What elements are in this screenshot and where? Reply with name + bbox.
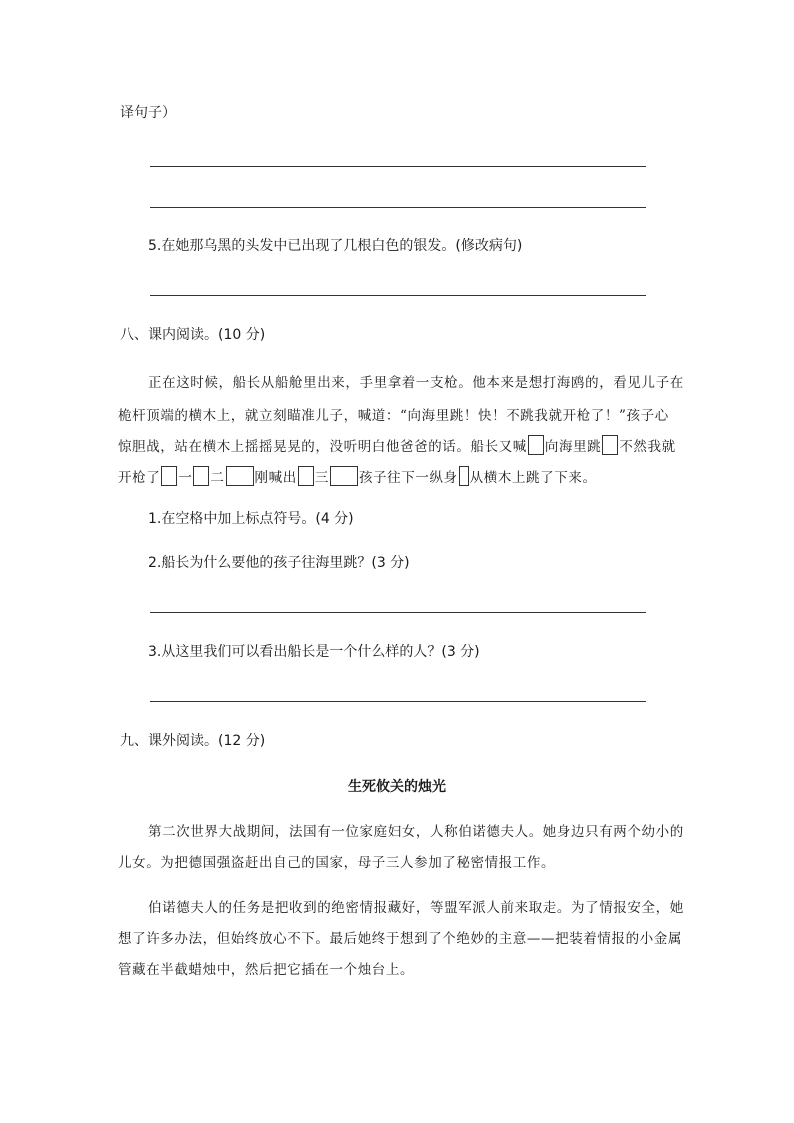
section-9-heading: 九、课外阅读。(12 分) [120, 733, 266, 749]
article-line: 伯诺德夫人的任务是把收到的绝密情报藏好，等盟军派人前来取走。为了情报安全，她 [148, 900, 684, 916]
punctuation-blank[interactable] [602, 435, 618, 455]
answer-line[interactable] [150, 166, 646, 167]
punctuation-blank[interactable] [193, 466, 209, 486]
answer-line[interactable] [150, 612, 646, 613]
punctuation-blank[interactable] [528, 435, 544, 455]
punctuation-blank[interactable] [226, 466, 254, 486]
article-line: 管藏在半截蜡烛中，然后把它插在一个烛台上。 [118, 962, 415, 978]
answer-line[interactable] [150, 207, 646, 208]
punctuation-blank[interactable] [330, 466, 358, 486]
punctuation-blank[interactable] [161, 466, 177, 486]
answer-line[interactable] [150, 701, 646, 702]
question-fragment: 译句子） [120, 105, 176, 121]
passage-line: 桅杆顶端的横木上，就立刻瞄准儿子，喊道：“向海里跳！快！不跳我就开枪了！”孩子心 [118, 408, 669, 424]
passage-line: 正在这时候，船长从船舱里出来，手里拿着一支枪。他本来是想打海鸥的，看见儿子在 [148, 375, 684, 391]
question-3: 3.从这里我们可以看出船长是一个什么样的人？(3 分) [148, 644, 480, 660]
punctuation-blank[interactable] [459, 466, 469, 486]
article-line: 第二次世界大战期间，法国有一位家庭妇女，人称伯诺德夫人。她身边只有两个幼小的 [148, 824, 684, 840]
answer-line[interactable] [150, 295, 646, 296]
article-line: 想了许多办法，但始终放心不下。最后她终于想到了个绝妙的主意——把装着情报的小金属 [118, 931, 682, 947]
article-line: 儿女。为把德国强盗赶出自己的国家，母子三人参加了秘密情报工作。 [118, 855, 556, 871]
question-1: 1.在空格中加上标点符号。(4 分) [148, 511, 354, 527]
question-2: 2.船长为什么要他的孩子往海里跳？(3 分) [148, 555, 410, 571]
section-8-heading: 八、课内阅读。(10 分) [120, 327, 266, 343]
passage-line: 开枪了 一 二 刚喊出 三 孩子往下一纵身 从横木上跳了下来。 [118, 466, 597, 486]
passage-line: 惊胆战，站在横木上摇摇晃晃的，没听明白他爸爸的话。船长又喊 向海里跳 不然我就 [118, 435, 676, 455]
punctuation-blank[interactable] [298, 466, 314, 486]
question-5: 5.在她那乌黑的头发中已出现了几根白色的银发。(修改病句) [148, 238, 523, 254]
article-title: 生死攸关的烛光 [348, 779, 446, 795]
